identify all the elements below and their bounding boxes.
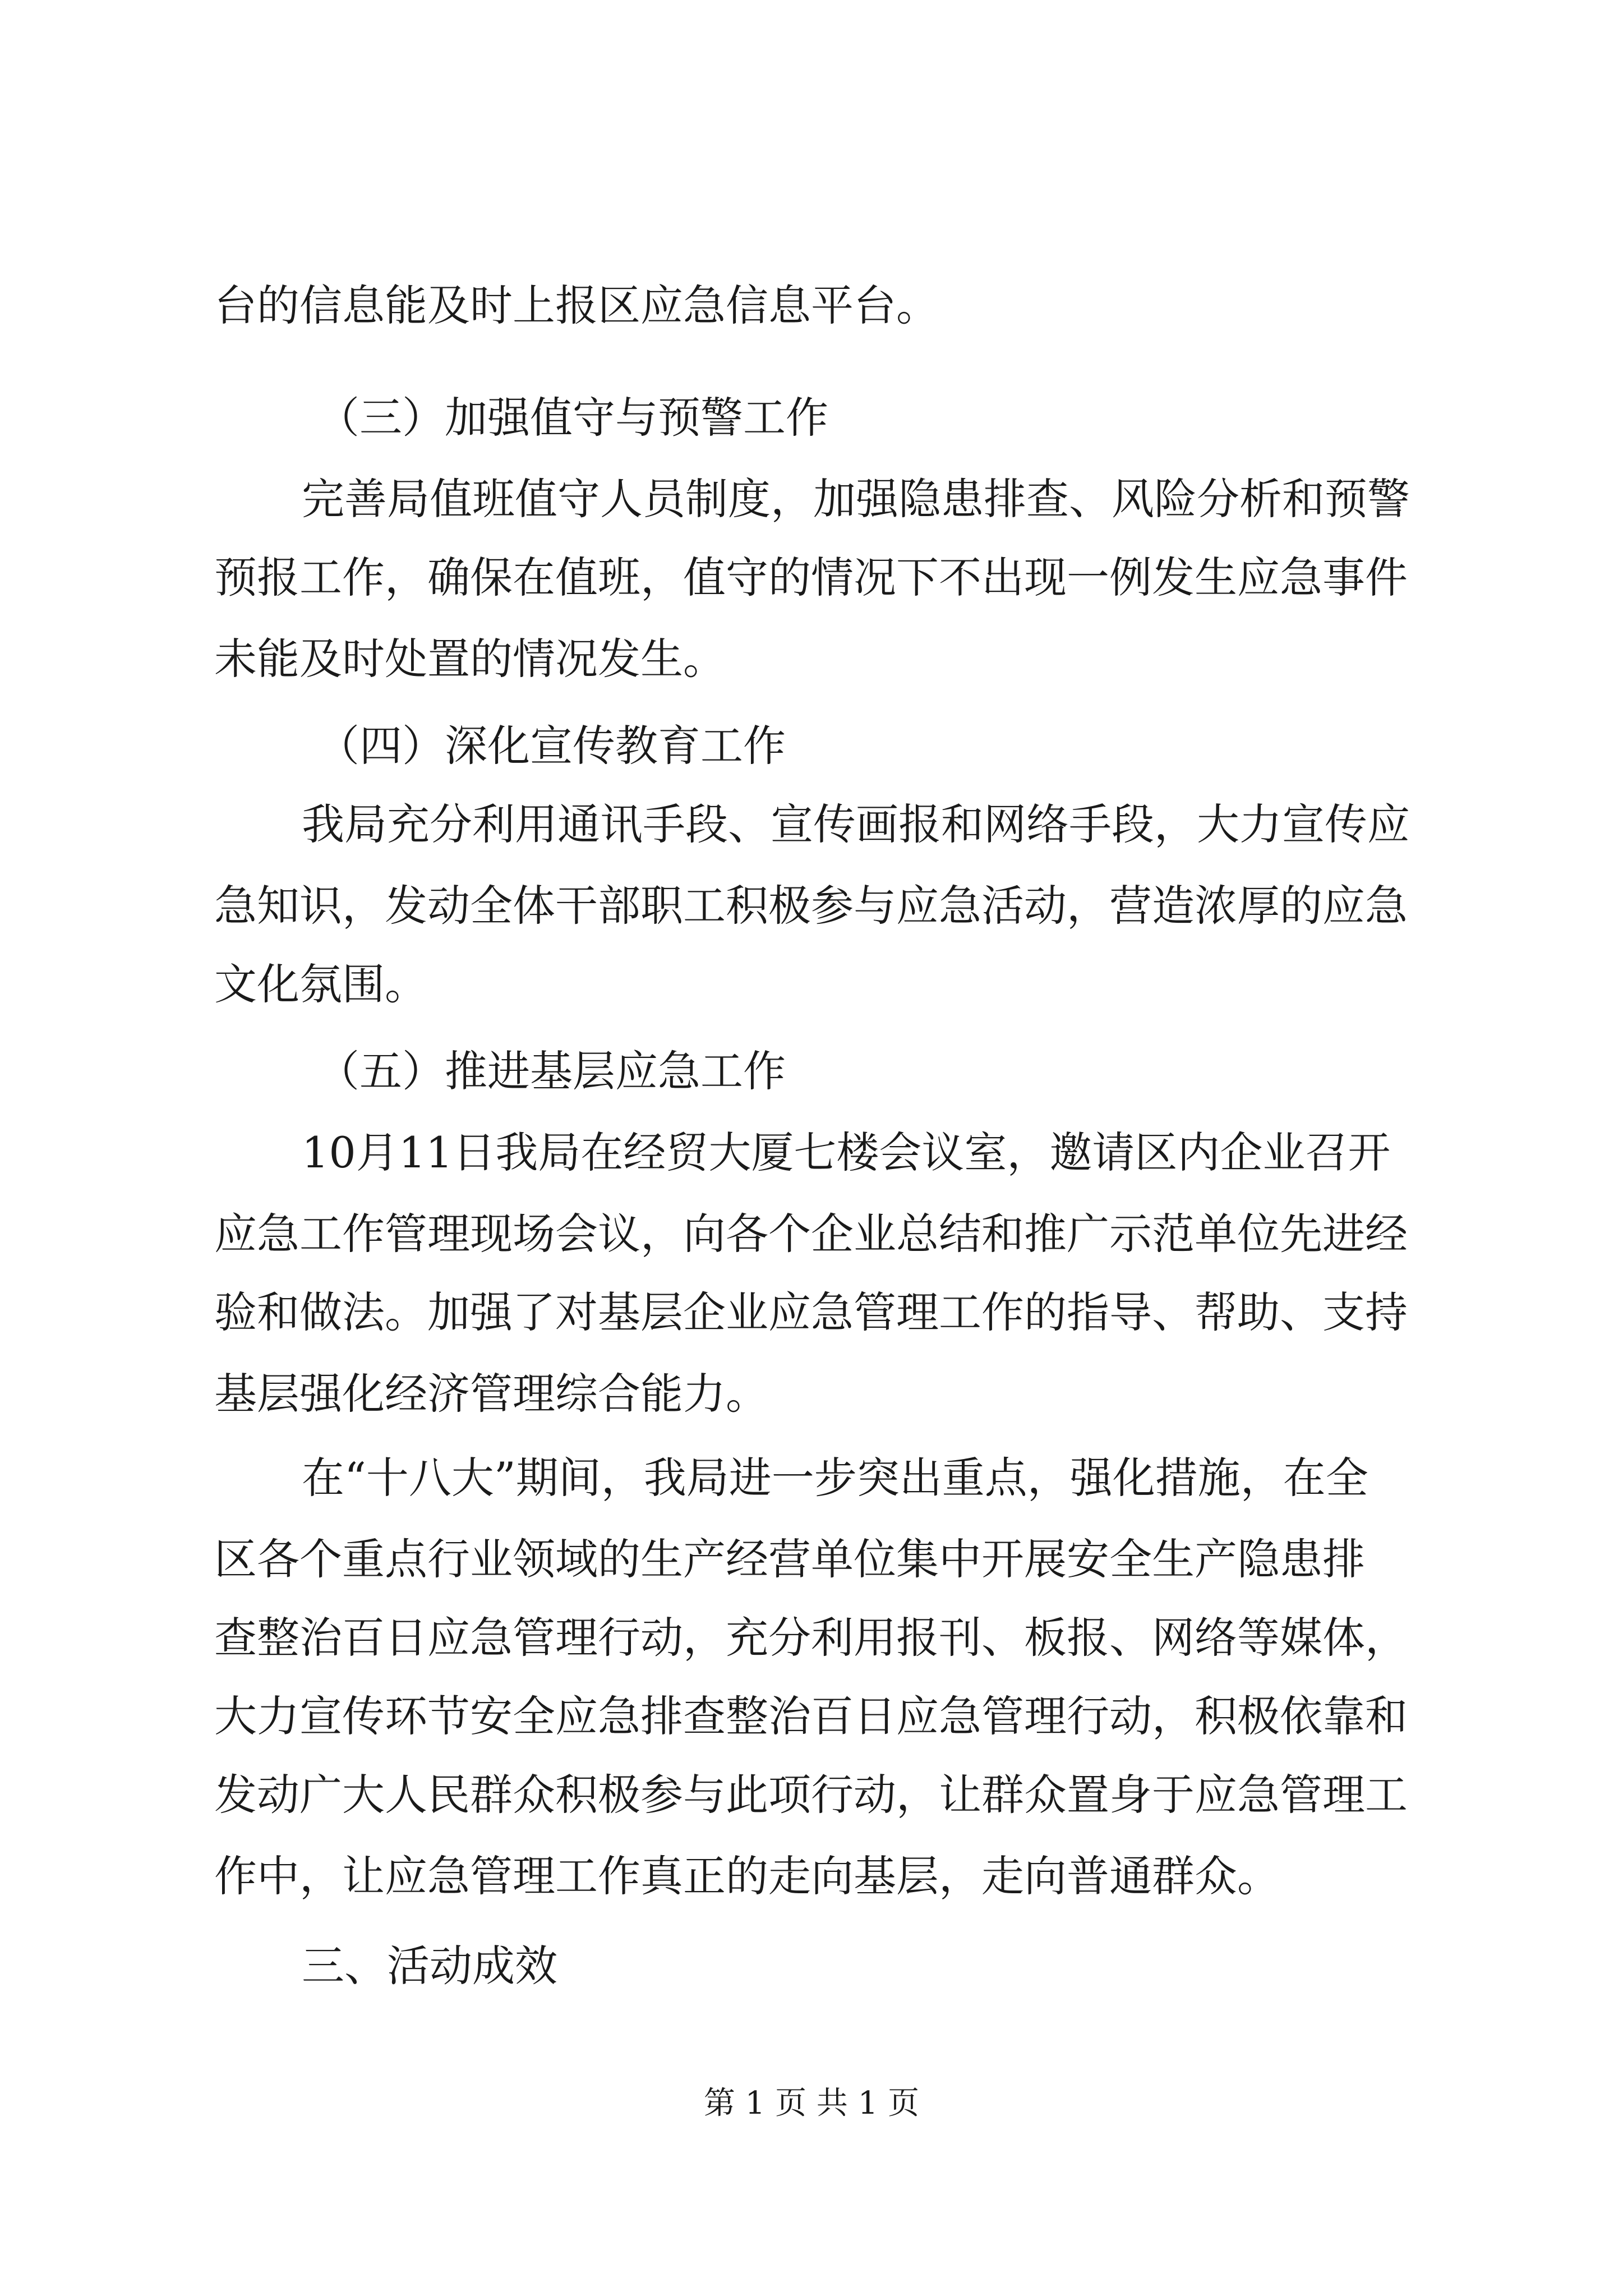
section-heading-3: （三）加强值守与预警工作 (317, 393, 828, 443)
text-line-3: 完善局值班值守人员制度，加强隐患排查、风险分析和预警 (302, 474, 1410, 524)
text-line-17: 查整治百日应急管理行动，充分利用报刊、板报、网络等媒体， (214, 1613, 1408, 1663)
text-line-4: 预报工作，确保在值班，值守的情况下不出现一例发生应急事件 (214, 553, 1408, 602)
page-footer: 第 1 页 共 1 页 (703, 2085, 920, 2122)
text-line-20: 作中，让应急管理工作真正的走向基层，走向普通群众。 (214, 1851, 1280, 1901)
text-line-13: 验和做法。加强了对基层企业应急管理工作的指导、帮助、支持 (214, 1287, 1408, 1337)
text-line-9: 文化氛围。 (214, 959, 427, 1009)
text-line-12: 应急工作管理现场会议，向各个企业总结和推广示范单位先进经 (214, 1209, 1408, 1259)
text-line-18: 大力宣传环节安全应急排查整治百日应急管理行动，积极依靠和 (214, 1691, 1408, 1741)
section-heading-4: （四）深化宣传教育工作 (317, 721, 786, 771)
text-line-15: 在“十八大”期间，我局进一步突出重点，强化措施，在全 (302, 1453, 1368, 1503)
section-heading-activity-results: 三、活动成效 (302, 1941, 557, 1991)
text-line-11: 10月11日我局在经贸大厦七楼会议室，邀请区内企业召开 (302, 1128, 1391, 1177)
text-line-8: 急知识，发动全体干部职工积极参与应急活动，营造浓厚的应急 (214, 881, 1408, 931)
text-line-14: 基层强化经济管理综合能力。 (214, 1369, 768, 1419)
text-line-7: 我局充分利用通讯手段、宣传画报和网络手段，大力宣传应 (302, 799, 1410, 849)
text-line-19: 发动广大人民群众积极参与此项行动，让群众置身于应急管理工 (214, 1770, 1408, 1820)
text-line-5: 未能及时处置的情况发生。 (214, 634, 726, 684)
text-line-16: 区各个重点行业领域的生产经营单位集中开展安全生产隐患排 (214, 1534, 1365, 1584)
section-heading-5: （五）推进基层应急工作 (317, 1046, 786, 1096)
text-line-1: 台的信息能及时上报区应急信息平台。 (214, 280, 939, 330)
